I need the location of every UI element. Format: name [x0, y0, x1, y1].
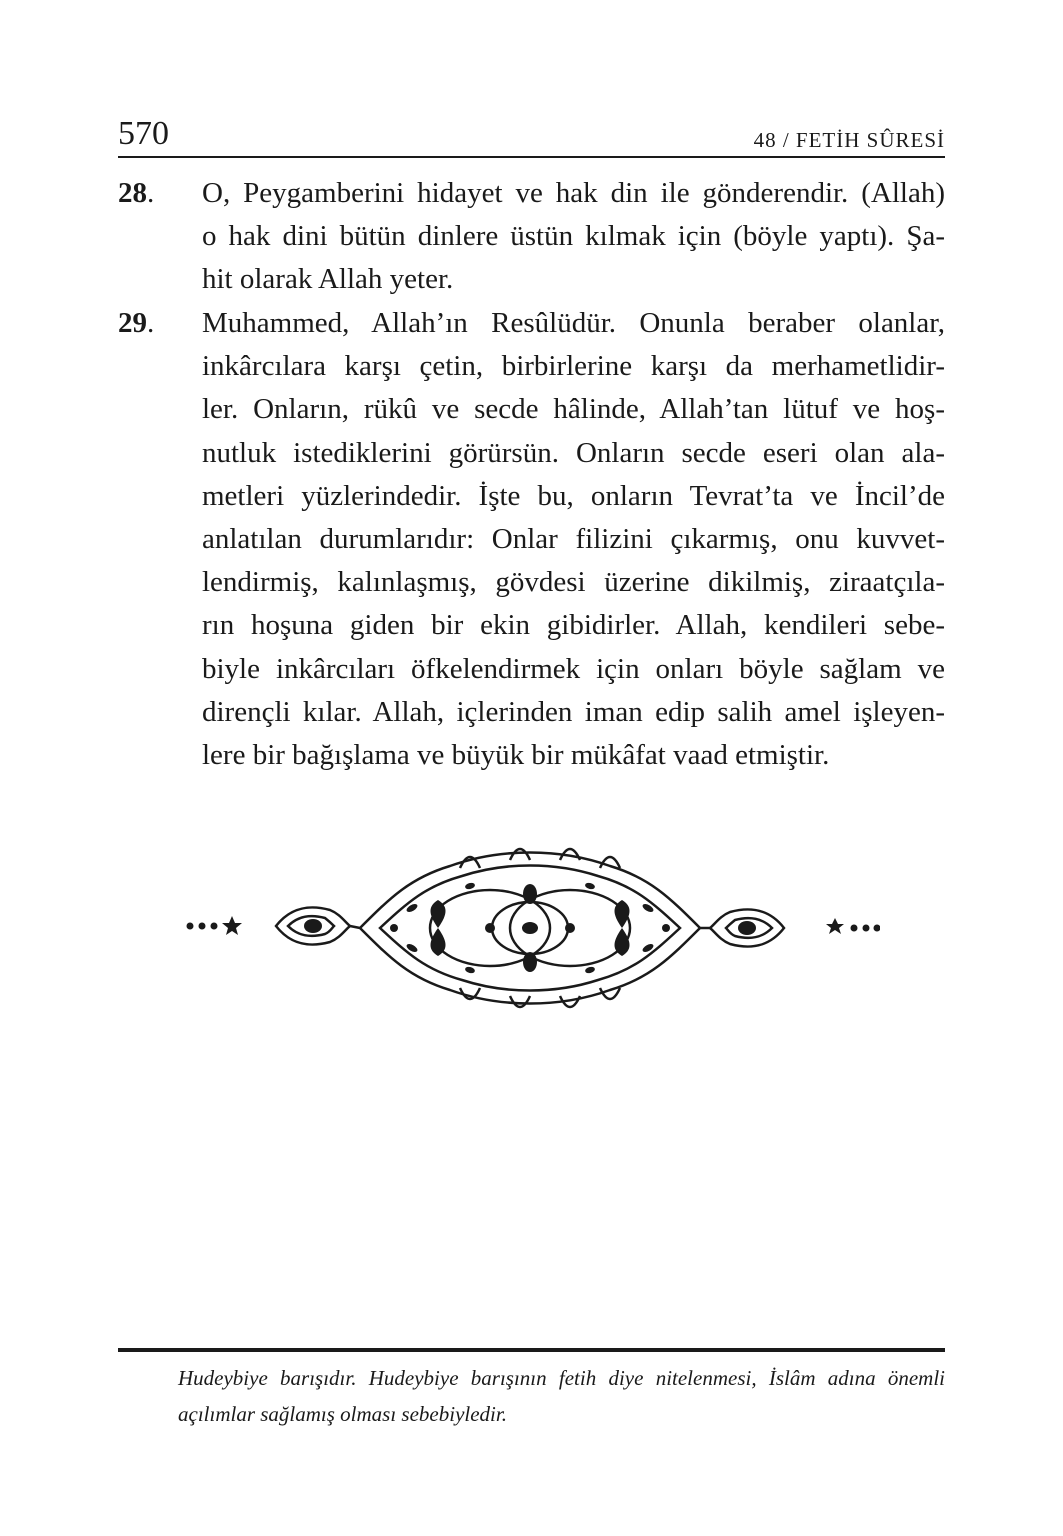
footnote-line: Hudeybiye barışıdır. Hudeybiye barışının fetih diye nitelenmesi, İslâm adına önemli: [178, 1366, 945, 1390]
page-number: 570: [118, 115, 169, 152]
header-rule: [118, 156, 945, 158]
verse-line: lendirmiş, kalınlaşmış, gövdesi üzerine dikilmiş, ziraatçıla-: [202, 566, 945, 599]
verse-line: Muhammed, Allah’ın Resûlüdür. Onunla beraber olanlar,: [202, 307, 945, 339]
footnote: [178, 1360, 945, 1432]
footnote-rule: [118, 1348, 945, 1352]
verse-line: ler. Onların, rükû ve secde hâlinde, Allah’tan lütuf ve hoş-: [202, 393, 945, 426]
verse-line: rın hoşuna giden bir ekin gibidirler. Allah, kendileri sebe-: [202, 609, 945, 642]
verse-text: [202, 172, 945, 302]
verse-number: 28.: [118, 177, 155, 209]
verse-line: inkârcılara karşı çetin, birbirlerine karşı da merhametlidir-: [202, 350, 945, 383]
verse-line: O, Peygamberini hidayet ve hak din ile gönderendir. (Allah): [202, 177, 945, 209]
verse-line: lere bir bağışlama ve büyük bir mükâfat vaad etmiştir.: [202, 739, 830, 772]
verse-line: metleri yüzlerindedir. İşte bu, onların Tevrat’ta ve İncil’de: [202, 479, 945, 512]
ornament-divider: [180, 838, 880, 1028]
verse-line: anlatılan durumlarıdır: Onlar filizini çıkarmış, onu kuvvet-: [202, 523, 945, 556]
verse-line: dirençli kılar. Allah, içlerinden iman edip salih amel işleyen-: [202, 695, 945, 728]
verse-line: o hak dini bütün dinlere üstün kılmak için (böyle yaptı). Şa-: [202, 220, 945, 253]
verse-number: 29.: [118, 307, 155, 339]
verse-line: nutluk istediklerini görürsün. Onların secde eseri olan ala-: [202, 436, 945, 469]
verse-text: [202, 302, 945, 777]
verse-line: hit olarak Allah yeter.: [202, 263, 454, 296]
verse-line: biyle inkârcıları öfkelendirmek için onları böyle sağlam ve: [202, 652, 945, 685]
footnote-line: açılımlar sağlamış olması sebebiyledir.: [178, 1402, 507, 1426]
running-head: 48 / FETİH SÛRESİ: [753, 128, 945, 152]
